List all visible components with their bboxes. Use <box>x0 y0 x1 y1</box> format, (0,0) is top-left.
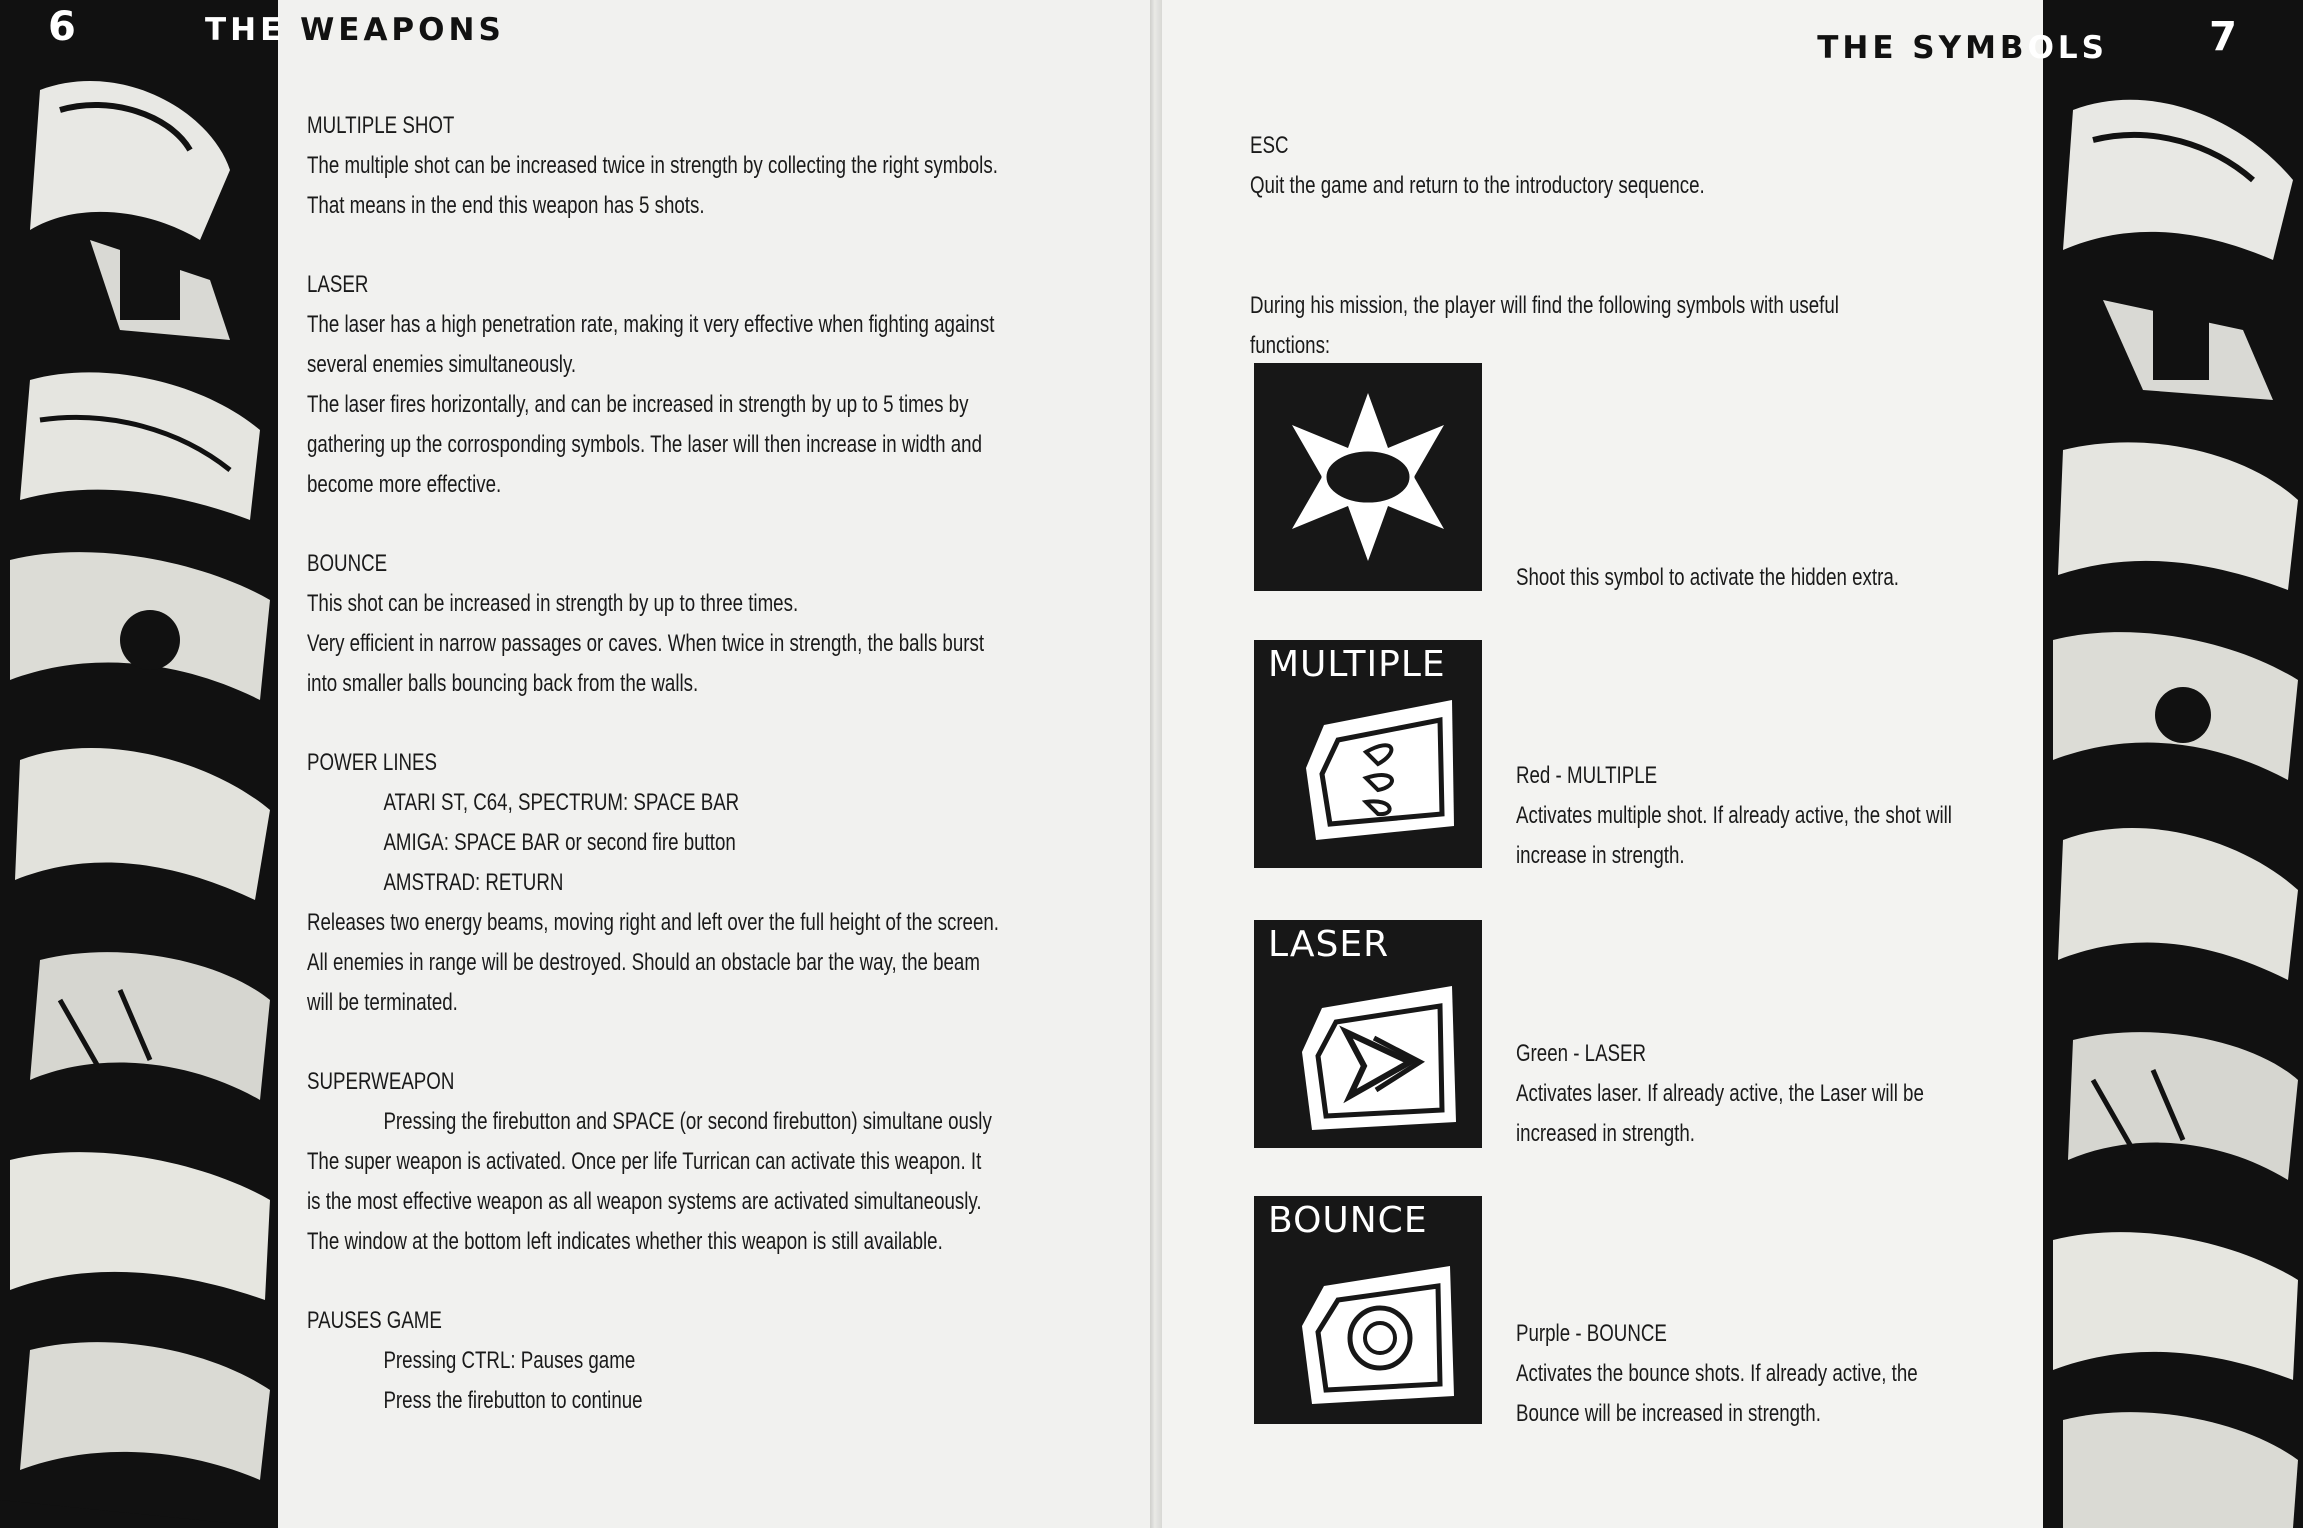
section-line: This shot can be increased in strength by up to three times. <box>307 590 799 617</box>
weapon-section-pauses-game <box>307 1301 1118 1421</box>
symbols-intro <box>1250 126 1905 366</box>
weapon-section-laser <box>307 265 1118 505</box>
page-title-part: OLS <box>2027 30 2108 66</box>
left-page <box>0 0 1150 1528</box>
symbol-caption-laser <box>1516 1034 2062 1154</box>
symbol-caption-title: Purple - BOUNCE <box>1516 1320 1667 1347</box>
symbol-caption-title: Red - MULTIPLE <box>1516 762 1658 789</box>
section-indented-line: Pressing CTRL: Pauses game <box>383 1347 636 1374</box>
symbol-caption-line: increase in strength. <box>1516 842 1685 869</box>
symbol-caption-line: Activates the bounce shots. If already active, the <box>1516 1360 1918 1387</box>
symbol-caption-title: Green - LASER <box>1516 1040 1647 1067</box>
section-heading: LASER <box>307 271 369 298</box>
symbol-box-laser <box>1254 920 1482 1148</box>
section-heading: BOUNCE <box>307 550 388 577</box>
book-gutter <box>1150 0 1162 1528</box>
right-illustration-strip <box>2043 0 2303 1528</box>
section-line: several enemies simultaneously. <box>307 351 577 378</box>
section-indented-line: Pressing the firebutton and SPACE (or second firebutton) simultane ously <box>383 1108 992 1135</box>
bounce-rings-icon <box>1254 1196 1482 1424</box>
right-page <box>1162 0 2303 1528</box>
symbol-label: LASER <box>1268 924 1390 965</box>
esc-description: Quit the game and return to the introductory sequence. <box>1250 172 1705 199</box>
page-title <box>1817 30 2108 66</box>
section-line: The laser has a high penetration rate, making it very effective when fighting against <box>307 311 995 338</box>
section-line: The multiple shot can be increased twice in strength by collecting the right symbols. <box>307 152 998 179</box>
section-line: become more effective. <box>307 471 502 498</box>
page-number: 7 <box>2209 14 2237 60</box>
section-line: All enemies in range will be destroyed. Should an obstacle bar the way, the beam <box>307 949 980 976</box>
symbols-intro-text: During his mission, the player will find the following symbols with useful functions: <box>1250 292 1839 359</box>
star-icon <box>1254 363 1482 591</box>
section-line: The window at the bottom left indicates whether this weapon is still available. <box>307 1228 943 1255</box>
symbol-box-multiple <box>1254 640 1482 868</box>
esc-heading: ESC <box>1250 132 1289 159</box>
section-indented-line: Press the firebutton to continue <box>383 1387 643 1414</box>
symbol-caption-line: Bounce will be increased in strength. <box>1516 1400 1821 1427</box>
section-line: That means in the end this weapon has 5 shots. <box>307 192 705 219</box>
symbol-caption-bounce <box>1516 1314 2062 1434</box>
robot-illustration-left <box>0 0 278 1528</box>
laser-arrow-icon <box>1254 920 1482 1148</box>
section-line: The laser fires horizontally, and can be increased in strength by up to 5 times by <box>307 391 969 418</box>
section-heading: SUPERWEAPON <box>307 1068 455 1095</box>
symbol-caption-extra <box>1516 558 2062 598</box>
section-indented-line: AMIGA: SPACE BAR or second fire button <box>383 829 736 856</box>
weapon-section-multiple-shot <box>307 106 1118 226</box>
symbol-box-extra <box>1254 363 1482 591</box>
page-title <box>205 12 505 48</box>
weapons-content <box>307 106 1118 1460</box>
symbol-label: MULTIPLE <box>1268 644 1446 685</box>
section-indented-line: ATARI ST, C64, SPECTRUM: SPACE BAR <box>383 789 740 816</box>
section-line: is the most effective weapon as all weapon systems are activated simultaneously. <box>307 1188 982 1215</box>
multiple-shot-icon <box>1254 640 1482 868</box>
section-indented-line: AMSTRAD: RETURN <box>383 869 564 896</box>
section-line: will be terminated. <box>307 989 458 1016</box>
section-heading: POWER LINES <box>307 749 438 776</box>
left-illustration-strip <box>0 0 278 1528</box>
symbol-box-bounce <box>1254 1196 1482 1424</box>
weapon-section-superweapon <box>307 1062 1118 1262</box>
weapon-section-bounce <box>307 544 1118 704</box>
symbol-caption-line: Activates multiple shot. If already active, the shot will <box>1516 802 1952 829</box>
symbol-caption-line: Activates laser. If already active, the Laser will be <box>1516 1080 1924 1107</box>
robot-illustration-right <box>2043 0 2303 1528</box>
symbol-caption-line: Shoot this symbol to activate the hidden extra. <box>1516 564 1899 591</box>
symbol-caption-multiple <box>1516 756 2062 876</box>
symbol-label: BOUNCE <box>1268 1200 1428 1241</box>
section-heading: PAUSES GAME <box>307 1307 442 1334</box>
section-line: Very efficient in narrow passages or caves. When twice in strength, the balls burst <box>307 630 985 657</box>
weapon-section-power-lines <box>307 743 1118 1023</box>
page-title-part: THE SYMB <box>1817 30 2028 66</box>
page-number: 6 <box>48 4 76 50</box>
page-title-part: WEAPONS <box>285 12 505 48</box>
section-line: gathering up the corrosponding symbols. The laser will then increase in width and <box>307 431 983 458</box>
section-heading: MULTIPLE SHOT <box>307 112 455 139</box>
section-line: Releases two energy beams, moving right and left over the full height of the screen. <box>307 909 999 936</box>
page-title-part: THE <box>205 12 286 48</box>
symbol-caption-line: increased in strength. <box>1516 1120 1695 1147</box>
section-line: into smaller balls bouncing back from the walls. <box>307 670 699 697</box>
section-line: The super weapon is activated. Once per life Turrican can activate this weapon. It <box>307 1148 982 1175</box>
